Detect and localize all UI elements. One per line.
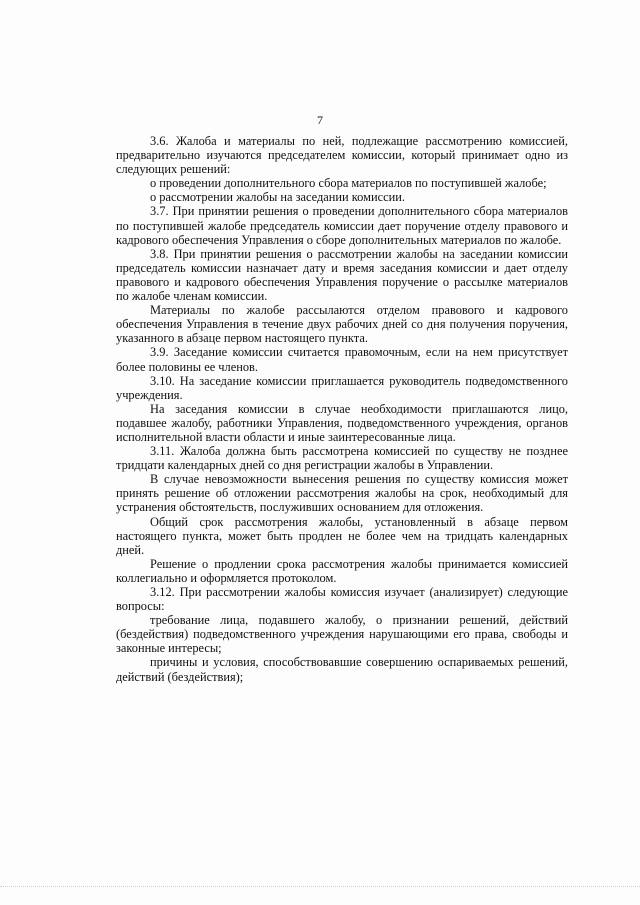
paragraph-3-8: 3.8. При принятии решения о рассмотрении жалобы на заседании комиссии председатель комиссии назначает дату и время заседания комиссии и дает отделу правового и кадрового обеспечения Управления поручение о рассылке материалов по жалобе членам комиссии. (116, 246, 568, 304)
paragraph-materials-distribution: Материалы по жалобе рассылаются отделом правового и кадрового обеспечения Управления в течение двух рабочих дней со дня получения поручения, указанного в абзаце первом настоящего пункта. (116, 303, 568, 346)
paragraph-causes: причины и условия, способствовавшие совершению оспариваемых решений, действий (бездействия); (116, 655, 568, 684)
paragraph-3-10: 3.10. На заседание комиссии приглашается руководитель подведомственного учреждения. (116, 373, 568, 402)
paragraph-option-additional-materials: о проведении дополнительного сбора материалов по поступившей жалобе; (150, 176, 547, 191)
document-body (116, 134, 568, 684)
paragraph-3-6: 3.6. Жалоба и материалы по ней, подлежащие рассмотрению комиссией, предварительно изучаются председателем комиссии, который принимает одно из следующих решений: (116, 134, 568, 177)
scan-edge-noise (0, 886, 640, 895)
paragraph-requirement: требование лица, подавшего жалобу, о признании решений, действий (бездействия) подведомственного учреждения нарушающими его права, свободы и законные интересы; (116, 613, 568, 656)
paragraph-postponement: В случае невозможности вынесения решения по существу комиссия может принять решение об отложении рассмотрения жалобы на срок, необходимый для устранения обстоятельств, послуживших основанием для отложения. (116, 472, 568, 515)
paragraph-extension-decision: Решение о продлении срока рассмотрения жалобы принимается комиссией коллегиально и оформляется протоколом. (116, 556, 568, 585)
paragraph-3-7: 3.7. При принятии решения о проведении дополнительного сбора материалов по поступившей жалобе председатель комиссии дает поручение отделу правового и кадрового обеспечения Управления о сборе дополнительных материалов по жалобе. (116, 204, 568, 247)
paragraph-invited-persons: На заседания комиссии в случае необходимости приглашаются лицо, подавшее жалобу, работники Управления, подведомственного учреждения, органов исполнительной власти области и иные заинтересованные лица. (116, 401, 568, 444)
paragraph-3-11: 3.11. Жалоба должна быть рассмотрена комиссией по существу не позднее тридцати календарных дней со дня регистрации жалобы в Управлении. (116, 444, 568, 473)
paragraph-extension: Общий срок рассмотрения жалобы, установленный в абзаце первом настоящего пункта, может быть продлен не более чем на тридцать календарных дней. (116, 514, 568, 557)
paragraph-3-12: 3.12. При рассмотрении жалобы комиссия изучает (анализирует) следующие вопросы: (116, 585, 568, 614)
paragraph-option-hearing: о рассмотрении жалобы на заседании комиссии. (150, 190, 405, 205)
paragraph-3-9: 3.9. Заседание комиссии считается правомочным, если на нем присутствует более половины ее членов. (116, 345, 568, 374)
page-number: 7 (317, 113, 323, 127)
